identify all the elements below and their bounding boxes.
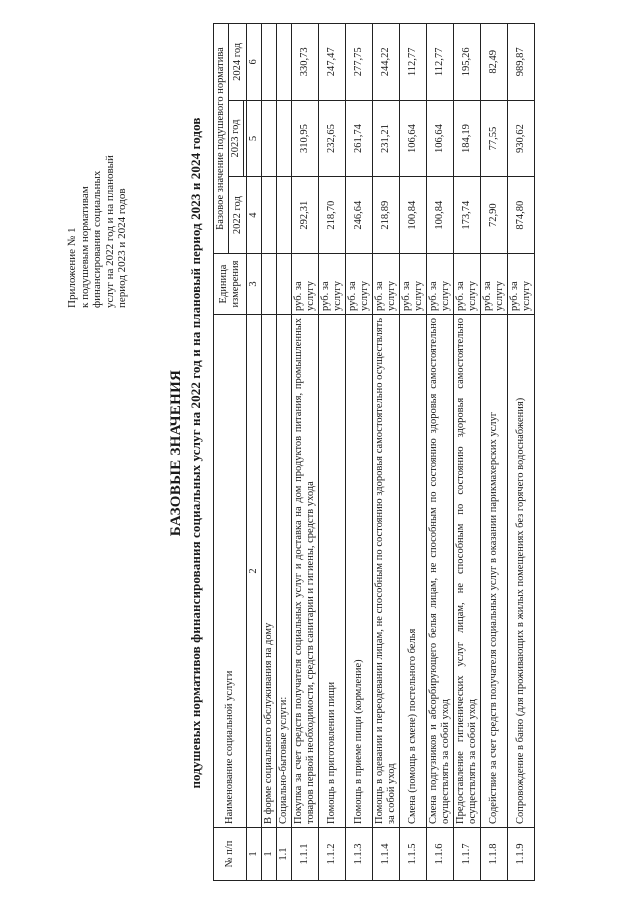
row-num: 1.1.6 (427, 828, 454, 881)
row-value-2024: 112,77 (400, 24, 427, 101)
table-row (373, 24, 400, 881)
column-index: 3 (247, 254, 262, 315)
row-num: 1.1.2 (319, 828, 346, 881)
row-value-2024 (262, 24, 277, 101)
appendix-line: к подушевым нормативам (78, 186, 91, 308)
row-value-2022: 173,74 (454, 177, 481, 254)
column-index: 1 (247, 828, 262, 881)
row-value-2022: 218,89 (373, 177, 400, 254)
header-2023: 2023 год (229, 100, 244, 177)
row-value-2022: 218,70 (319, 177, 346, 254)
row-service-name: Сопровождение в баню (для проживающих в жилых помещениях без горячего водоснабжения) (508, 315, 535, 828)
header-2022: 2022 год (229, 177, 247, 254)
row-value-2023 (277, 100, 292, 177)
row-unit: руб. за услугу (319, 254, 346, 315)
column-index: 5 (247, 100, 262, 177)
table-row (400, 24, 427, 881)
table-row (319, 24, 346, 881)
header-unit: Единица измерения (214, 254, 247, 315)
row-service-name: В форме социального обслуживания на дому (262, 315, 277, 828)
row-value-2023: 310,95 (292, 100, 319, 177)
row-value-2024: 82,49 (481, 24, 508, 101)
column-index: 6 (247, 24, 262, 101)
row-unit (262, 254, 277, 315)
row-value-2024: 195,26 (454, 24, 481, 101)
row-unit: руб. за услугу (508, 254, 535, 315)
table-row (454, 24, 481, 881)
row-value-2024: 330,73 (292, 24, 319, 101)
row-unit (277, 254, 292, 315)
row-unit: руб. за услугу (292, 254, 319, 315)
row-num: 1.1.5 (400, 828, 427, 881)
row-value-2023: 106,64 (400, 100, 427, 177)
table-row (427, 24, 454, 881)
row-num: 1.1.8 (481, 828, 508, 881)
row-num: 1.1 (277, 828, 292, 881)
rotated-document-page (8, 13, 628, 893)
norms-table (213, 23, 535, 881)
document-title: БАЗОВЫЕ ЗНАЧЕНИЯ (168, 369, 184, 537)
column-index-row (247, 24, 262, 881)
row-value-2024: 244,22 (373, 24, 400, 101)
row-value-2023: 184,19 (454, 100, 481, 177)
document-subtitle: подушевых нормативов финансирования социальных услуг на 2022 год и на плановый период 2023 и 2024 годов (188, 117, 203, 789)
table-row (346, 24, 373, 881)
row-value-2023 (262, 100, 277, 177)
row-num: 1.1.4 (373, 828, 400, 881)
row-unit: руб. за услугу (346, 254, 373, 315)
row-service-name: Помощь в одевании и переодевании лицам, не способным по состоянию здоровья самостоятельно осуществлять за собой уход (373, 315, 400, 828)
row-value-2022: 100,84 (427, 177, 454, 254)
row-service-name: Социально-бытовые услуги: (277, 315, 292, 828)
header-num: № п/п (214, 828, 247, 881)
appendix-note (66, 48, 129, 308)
row-value-2022: 874,80 (508, 177, 535, 254)
row-value-2022 (262, 177, 277, 254)
row-value-2023: 232,65 (319, 100, 346, 177)
row-num: 1.1.3 (346, 828, 373, 881)
row-value-2023: 77,55 (481, 100, 508, 177)
row-value-2022: 246,64 (346, 177, 373, 254)
row-unit: руб. за услугу (427, 254, 454, 315)
table-row (508, 24, 535, 881)
table-row (277, 24, 292, 881)
row-service-name: Смена подгузников и абсорбирующего белья лицам, не способным по состоянию здоровья самостоятельно осуществлять за собой уход (427, 315, 454, 828)
row-service-name: Предоставление гигиенических услуг лицам, не способным по состоянию здоровья самостоятельно осуществлять за собой уход (454, 315, 481, 828)
row-value-2023: 930,62 (508, 100, 535, 177)
row-value-2024 (277, 24, 292, 101)
row-num: 1.1.9 (508, 828, 535, 881)
column-index: 2 (247, 315, 262, 828)
row-service-name: Смена (помощь в смене) постельного белья (400, 315, 427, 828)
header-base-value: Базовое значение подушевого норматива (214, 24, 229, 254)
table-body (247, 24, 535, 881)
row-value-2023: 106,64 (427, 100, 454, 177)
header-2024: 2024 год (229, 24, 247, 101)
row-value-2022: 292,31 (292, 177, 319, 254)
row-value-2022: 100,84 (400, 177, 427, 254)
row-value-2022: 72,90 (481, 177, 508, 254)
row-value-2023: 261,74 (346, 100, 373, 177)
row-unit: руб. за услугу (373, 254, 400, 315)
table-row (292, 24, 319, 881)
table-row (481, 24, 508, 881)
row-num: 1.1.1 (292, 828, 319, 881)
row-value-2023: 231,21 (373, 100, 400, 177)
table-header-row (214, 24, 229, 881)
appendix-line: Приложение № 1 (66, 227, 78, 308)
appendix-line: финансирования социальных (91, 170, 103, 308)
row-service-name: Покупка за счет средств получателя социальных услуг и доставка на дом продуктов питания, промышленных товаров первой необходимости, средств санитарии и гигиены, средств ухода (292, 315, 319, 828)
row-value-2024: 112,77 (427, 24, 454, 101)
row-value-2024: 989,87 (508, 24, 535, 101)
table-row (262, 24, 277, 881)
row-unit: руб. за услугу (454, 254, 481, 315)
row-unit: руб. за услугу (400, 254, 427, 315)
appendix-line: услуг на 2022 год и на плановый (103, 155, 116, 308)
appendix-line: период 2023 и 2024 годов (116, 188, 128, 308)
header-name: Наименование социальной услуги (214, 315, 247, 828)
column-index: 4 (247, 177, 262, 254)
row-num: 1 (262, 828, 277, 881)
row-value-2024: 277,75 (346, 24, 373, 101)
row-value-2024: 247,47 (319, 24, 346, 101)
row-service-name: Помощь в приготовлении пищи (319, 315, 346, 828)
row-service-name: Помощь в приеме пищи (кормление) (346, 315, 373, 828)
row-value-2022 (277, 177, 292, 254)
row-num: 1.1.7 (454, 828, 481, 881)
row-service-name: Содействие за счет средств получателя социальных услуг в оказании парикмахерских услуг (481, 315, 508, 828)
row-unit: руб. за услугу (481, 254, 508, 315)
